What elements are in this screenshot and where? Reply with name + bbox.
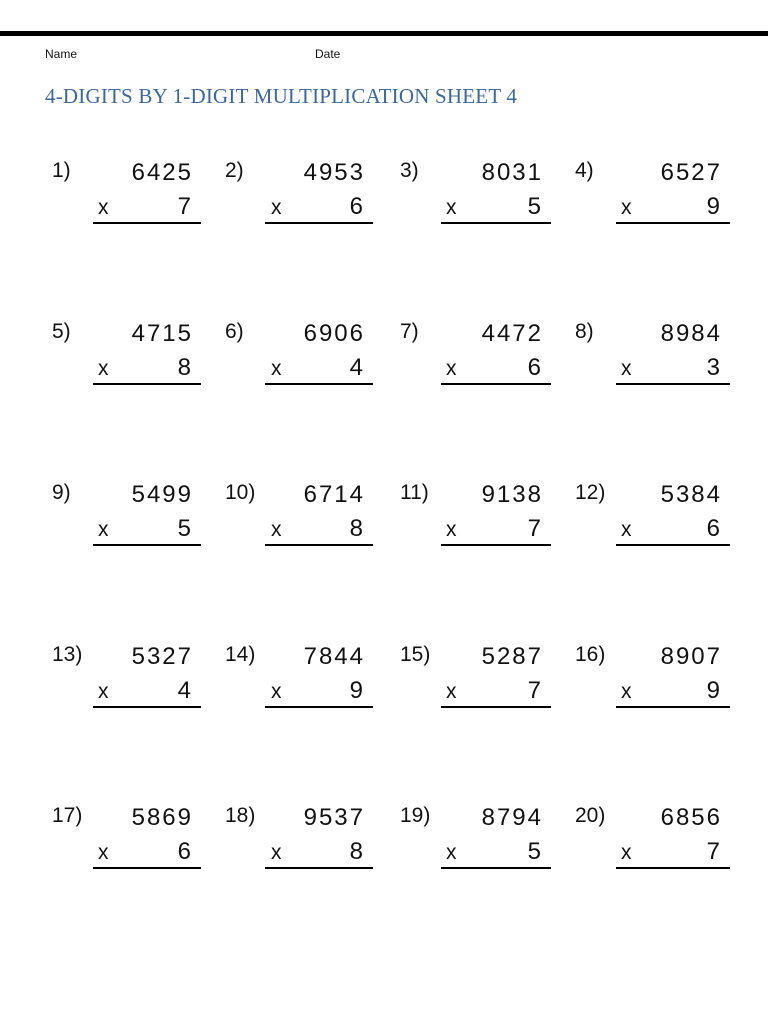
problem (575, 481, 736, 561)
times-sign: x (98, 841, 109, 864)
problem (52, 159, 207, 239)
times-sign: x (271, 196, 282, 219)
multiplicand: 6425 (131, 159, 193, 186)
times-sign: x (621, 196, 632, 219)
times-sign: x (621, 841, 632, 864)
times-sign: x (621, 518, 632, 541)
multiplicand: 8031 (481, 159, 543, 186)
multiplier: 3 (706, 354, 720, 381)
multiplicand: 8984 (660, 320, 722, 347)
answer-rule (441, 867, 551, 869)
problem (225, 320, 379, 400)
multiplicand: 6906 (303, 320, 365, 347)
problem-number: 7) (400, 320, 419, 343)
multiplicand: 6527 (660, 159, 722, 186)
multiplier: 4 (349, 354, 363, 381)
problem-number: 2) (225, 159, 244, 182)
problem (575, 643, 736, 723)
answer-rule (93, 867, 201, 869)
answer-rule (265, 706, 373, 708)
times-sign: x (98, 680, 109, 703)
multiplicand: 9138 (481, 481, 543, 508)
problem-number: 4) (575, 159, 594, 182)
problem-number: 5) (52, 320, 71, 343)
times-sign: x (621, 357, 632, 380)
problem-number: 9) (52, 481, 71, 504)
problem-number: 13) (52, 643, 83, 666)
multiplicand: 5327 (131, 643, 193, 670)
multiplier: 7 (527, 515, 541, 542)
multiplier: 8 (349, 838, 363, 865)
multiplier: 9 (349, 677, 363, 704)
problem-number: 15) (400, 643, 431, 666)
multiplier: 5 (527, 838, 541, 865)
problem (400, 159, 557, 239)
times-sign: x (446, 680, 457, 703)
problem-number: 8) (575, 320, 594, 343)
problem-number: 10) (225, 481, 256, 504)
problem-number: 14) (225, 643, 256, 666)
answer-rule (441, 383, 551, 385)
sheet-title: 4-DIGITS BY 1-DIGIT MULTIPLICATION SHEET 4 (45, 84, 518, 108)
multiplier: 8 (349, 515, 363, 542)
answer-rule (441, 222, 551, 224)
answer-rule (265, 544, 373, 546)
answer-rule (93, 383, 201, 385)
multiplicand: 7844 (303, 643, 365, 670)
times-sign: x (271, 841, 282, 864)
multiplier: 6 (349, 193, 363, 220)
multiplier: 6 (177, 838, 191, 865)
problem-number: 3) (400, 159, 419, 182)
problem (52, 481, 207, 561)
problem-number: 16) (575, 643, 606, 666)
answer-rule (616, 867, 730, 869)
times-sign: x (98, 196, 109, 219)
multiplicand: 5869 (131, 804, 193, 831)
date-label: Date (315, 47, 341, 61)
problem (400, 320, 557, 400)
problem-number: 12) (575, 481, 606, 504)
multiplicand: 5287 (481, 643, 543, 670)
multiplier: 4 (177, 677, 191, 704)
problem (575, 159, 736, 239)
name-label: Name (45, 47, 78, 61)
times-sign: x (446, 518, 457, 541)
answer-rule (441, 706, 551, 708)
answer-rule (265, 383, 373, 385)
problem-number: 6) (225, 320, 244, 343)
times-sign: x (271, 680, 282, 703)
multiplier: 8 (177, 354, 191, 381)
times-sign: x (98, 357, 109, 380)
problem-number: 11) (400, 481, 429, 504)
multiplier: 7 (527, 677, 541, 704)
problem (225, 804, 379, 884)
answer-rule (93, 222, 201, 224)
multiplicand: 4472 (481, 320, 543, 347)
multiplicand: 8907 (660, 643, 722, 670)
multiplier: 9 (706, 193, 720, 220)
multiplier: 9 (706, 677, 720, 704)
multiplier: 6 (706, 515, 720, 542)
problem (225, 159, 379, 239)
multiplier: 5 (527, 193, 541, 220)
times-sign: x (446, 841, 457, 864)
problem (52, 320, 207, 400)
multiplier: 7 (706, 838, 720, 865)
problem-number: 18) (225, 804, 256, 827)
multiplicand: 6856 (660, 804, 722, 831)
multiplicand: 4953 (303, 159, 365, 186)
answer-rule (441, 544, 551, 546)
multiplicand: 9537 (303, 804, 365, 831)
multiplier: 6 (527, 354, 541, 381)
problem (400, 804, 557, 884)
answer-rule (616, 383, 730, 385)
problem-number: 1) (52, 159, 71, 182)
problem (575, 320, 736, 400)
answer-rule (93, 544, 201, 546)
multiplier: 7 (177, 193, 191, 220)
problem (575, 804, 736, 884)
problem (400, 481, 557, 561)
problem-number: 17) (52, 804, 83, 827)
times-sign: x (621, 680, 632, 703)
problem (52, 643, 207, 723)
problem (225, 643, 379, 723)
problem (52, 804, 207, 884)
multiplicand: 8794 (481, 804, 543, 831)
times-sign: x (446, 357, 457, 380)
multiplicand: 6714 (303, 481, 365, 508)
answer-rule (616, 544, 730, 546)
times-sign: x (446, 196, 457, 219)
answer-rule (616, 706, 730, 708)
multiplicand: 5384 (660, 481, 722, 508)
multiplicand: 5499 (131, 481, 193, 508)
times-sign: x (271, 518, 282, 541)
multiplier: 5 (177, 515, 191, 542)
times-sign: x (98, 518, 109, 541)
multiplicand: 4715 (131, 320, 193, 347)
answer-rule (265, 867, 373, 869)
answer-rule (93, 706, 201, 708)
problem (225, 481, 379, 561)
problem (400, 643, 557, 723)
answer-rule (616, 222, 730, 224)
problem-number: 19) (400, 804, 431, 827)
answer-rule (265, 222, 373, 224)
times-sign: x (271, 357, 282, 380)
problem-number: 20) (575, 804, 606, 827)
